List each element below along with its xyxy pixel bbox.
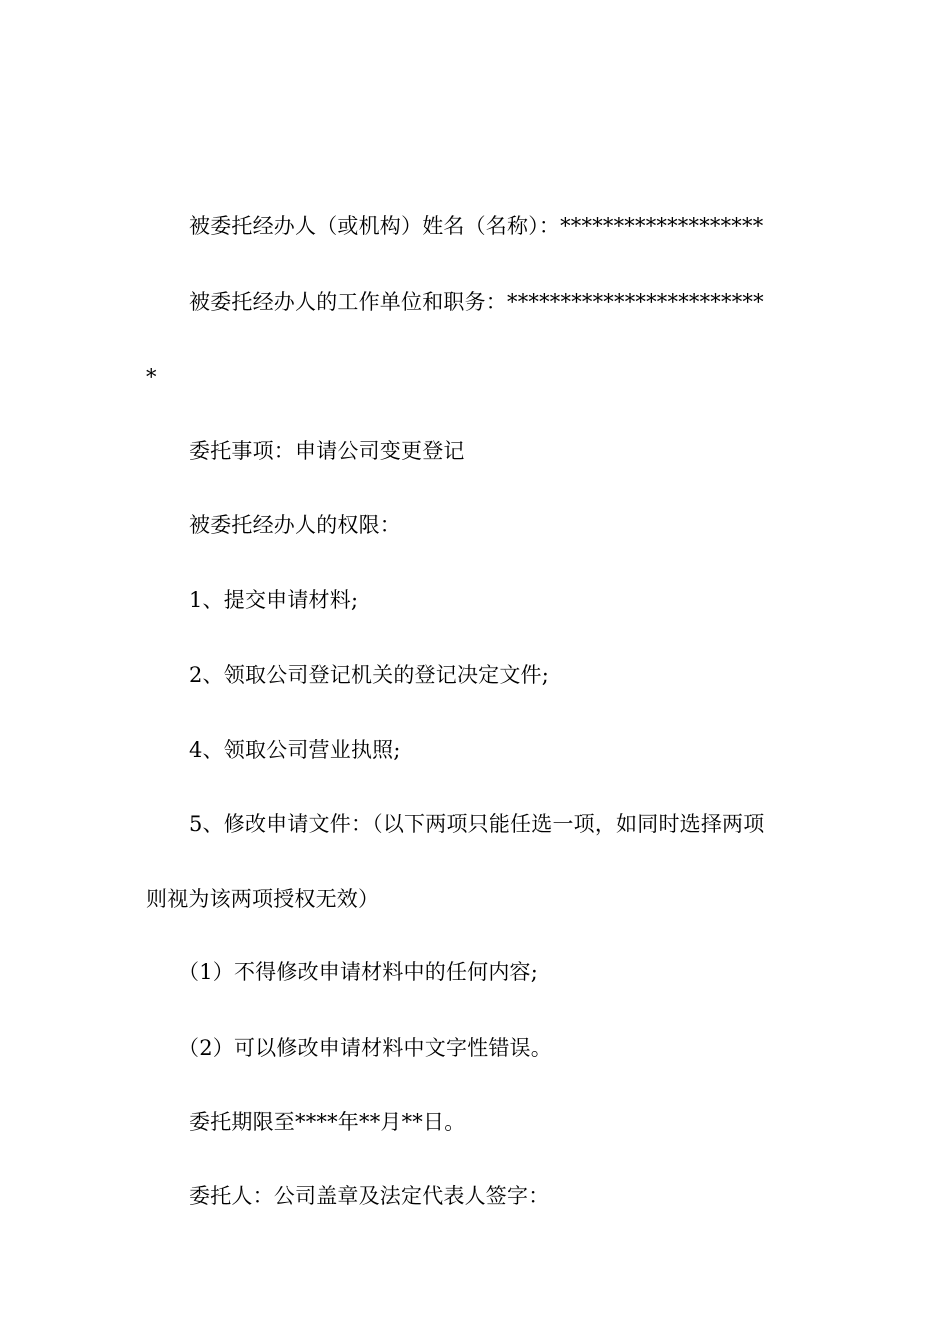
option-2-line: （2）可以修改申请材料中文字性错误。 [178,1036,552,1060]
authority-item-1: 1、提交申请材料; [189,588,359,612]
entrustment-period-line: 委托期限至****年**月**日。 [189,1110,466,1134]
authority-item-2: 2、领取公司登记机关的登记决定文件; [189,663,550,687]
agent-employer-line: 被委托经办人的工作单位和职务：************************ [189,290,764,314]
option-1-line: （1）不得修改申请材料中的任何内容; [178,960,539,984]
entrusted-matter-line: 委托事项：申请公司变更登记 [189,439,465,463]
authority-item-5: 5、修改申请文件：（以下两项只能任选一项，如同时选择两项 [189,812,765,836]
authority-item-4: 4、领取公司营业执照; [189,738,401,762]
authority-item-5-continued: 则视为该两项授权无效） [146,887,380,911]
agent-employer-line-continued: * [146,365,157,389]
agent-authority-heading: 被委托经办人的权限： [189,513,401,537]
agent-name-line: 被委托经办人（或机构）姓名（名称）：******************* [189,214,764,238]
principal-signature-line: 委托人：公司盖章及法定代表人签字： [189,1184,550,1208]
